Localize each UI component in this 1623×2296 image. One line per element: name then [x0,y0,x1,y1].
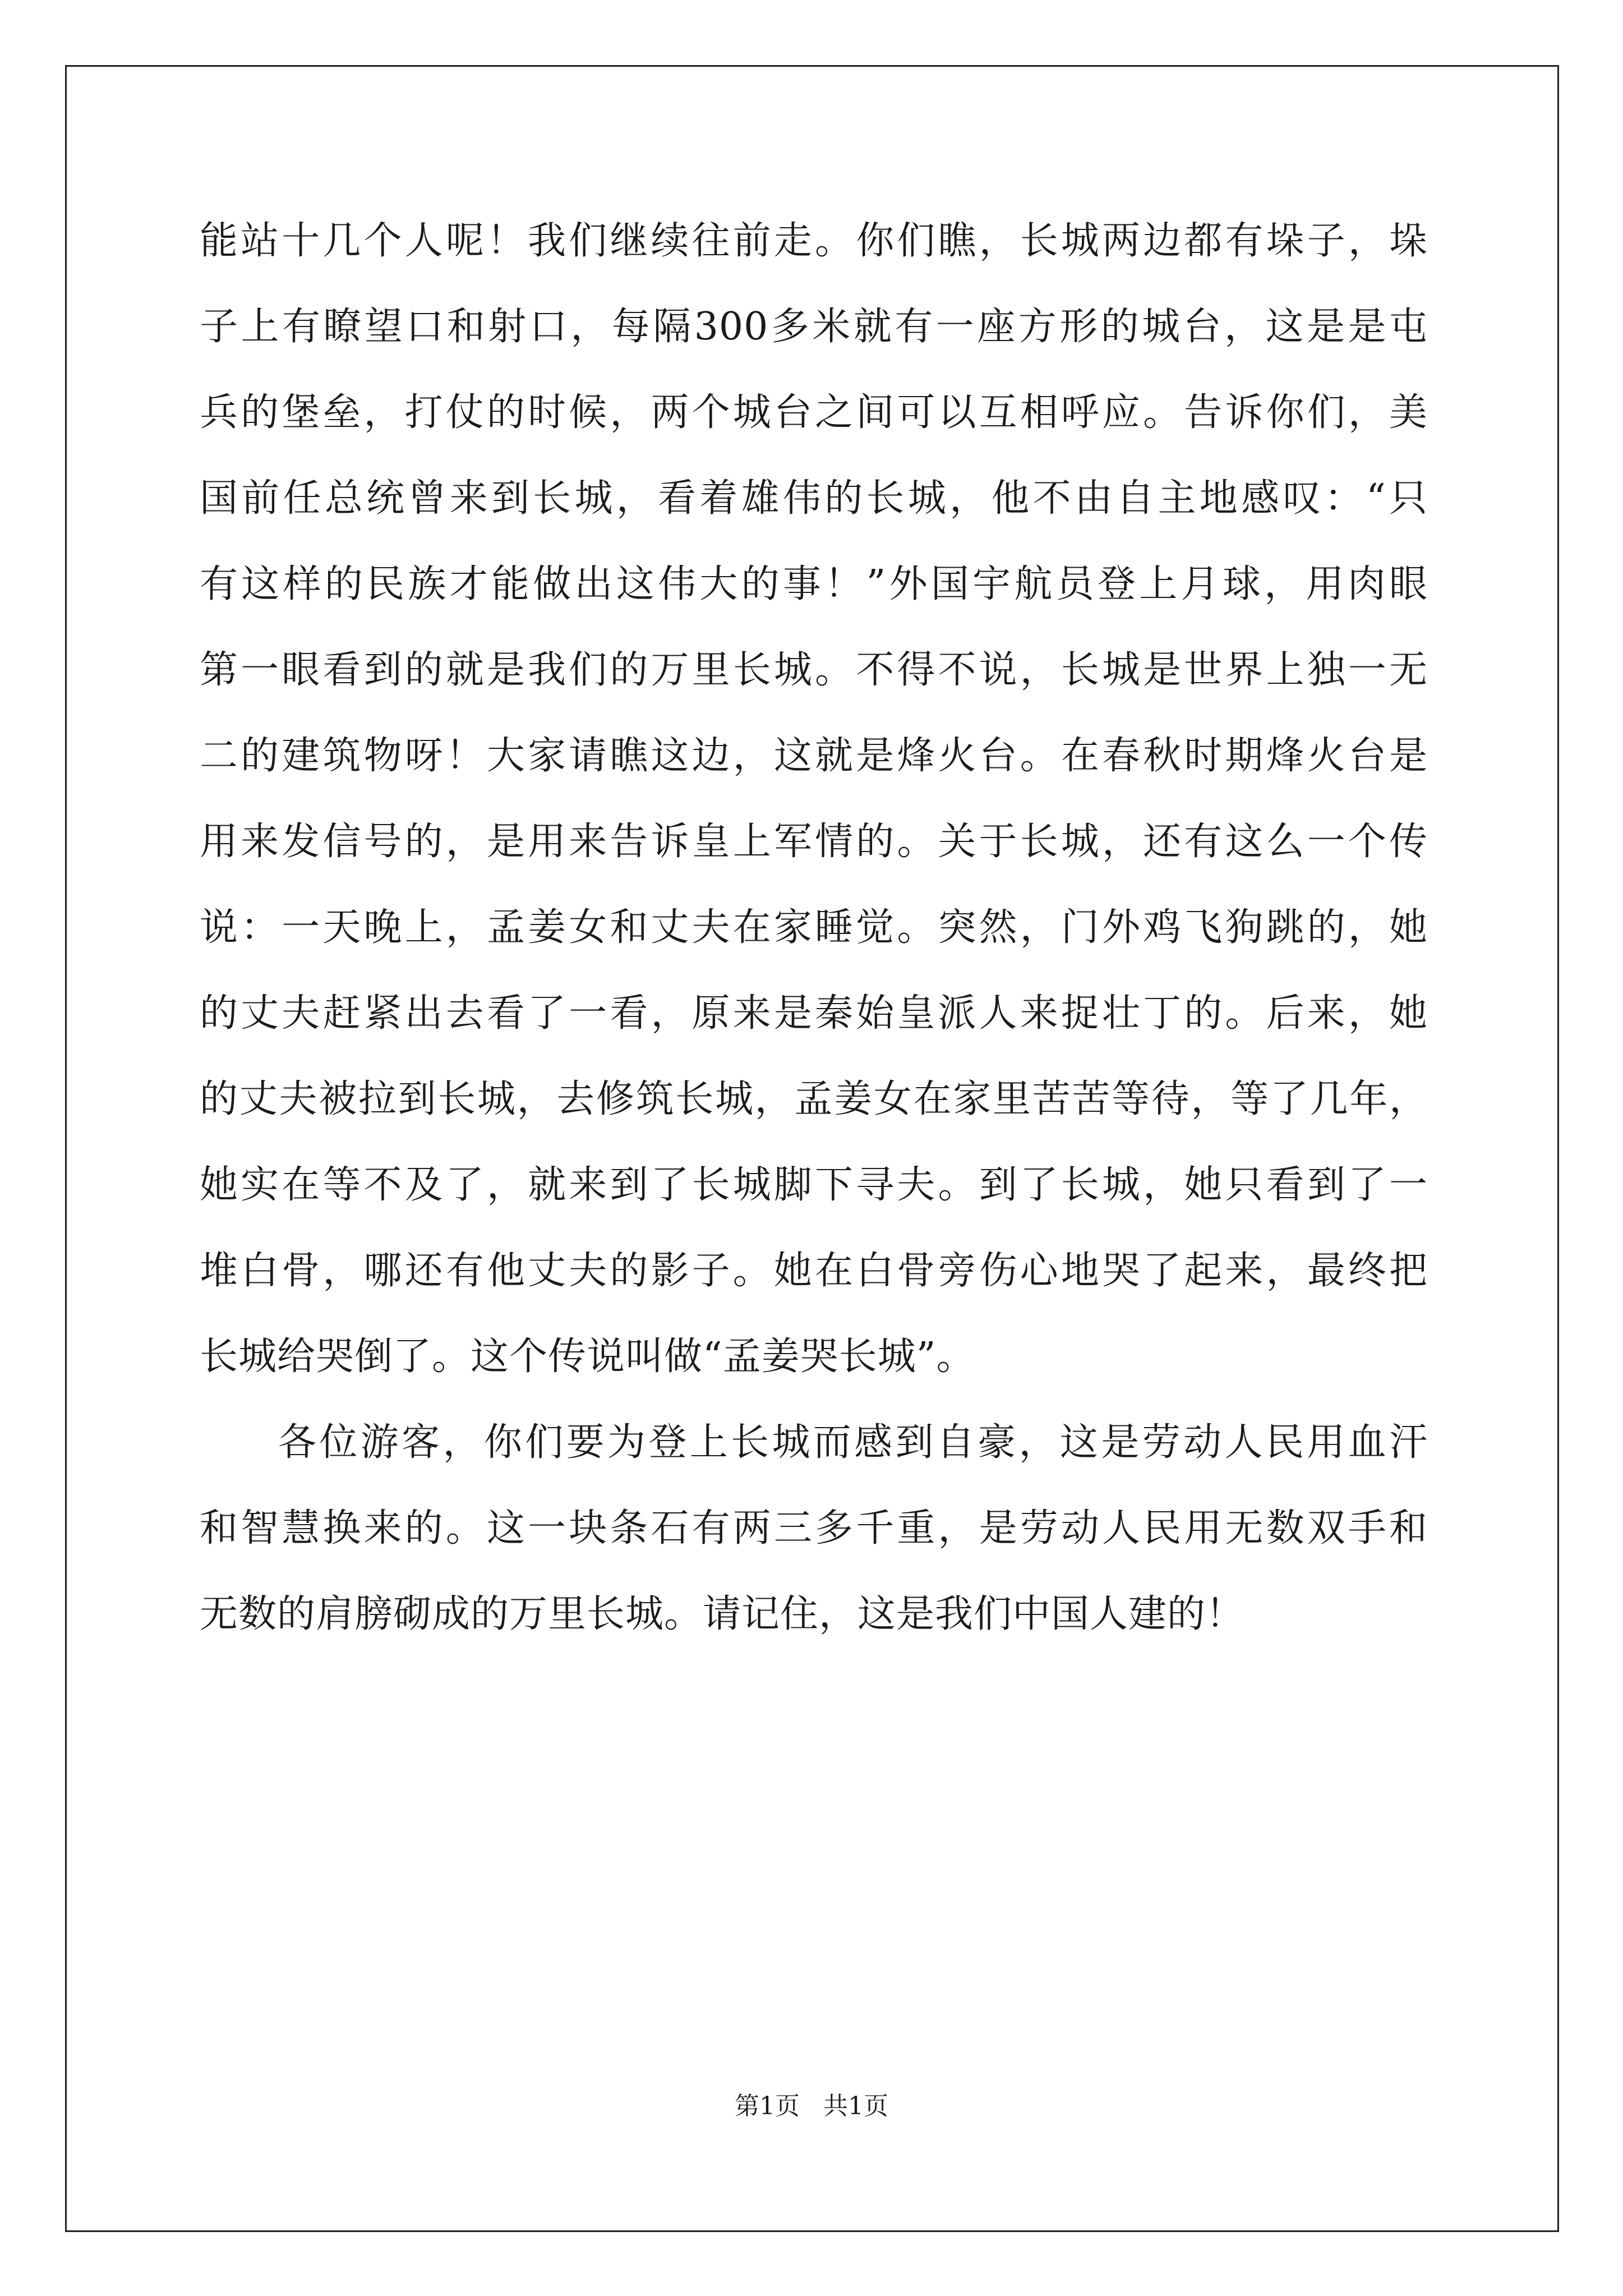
document-body [200,210,1428,1669]
text-line: 有这样的民族才能做出这伟大的事！”外国宇航员登上月球，用肉眼 [200,562,1428,606]
text-line: 的丈夫被拉到长城，去修筑长城，孟姜女在家里苦苦等待，等了几年， [200,1077,1428,1121]
text-line: 第一眼看到的就是我们的万里长城。不得不说，长城是世界上独一无 [200,648,1428,692]
text-line: 的丈夫赶紧出去看了一看，原来是秦始皇派人来捉壮丁的。后来，她 [200,991,1428,1036]
paragraph-1 [200,210,1428,1412]
text-line: 她实在等不及了，就来到了长城脚下寻夫。到了长城，她只看到了一 [200,1163,1428,1207]
text-line: 国前任总统曾来到长城，看着雄伟的长城，他不由自主地感叹：“只 [200,476,1428,521]
text-line: 长城给哭倒了。这个传说叫做“孟姜哭长城”。 [200,1335,975,1379]
text-line: 堆白骨，哪还有他丈夫的影子。她在白骨旁伤心地哭了起来，最终把 [200,1249,1428,1293]
text-line: 二的建筑物呀！大家请瞧这边，这就是烽火台。在春秋时期烽火台是 [200,734,1428,778]
paragraph-2 [200,1412,1428,1669]
text-line: 各位游客，你们要为登上长城而感到自豪，这是劳动人民用血汗 [278,1420,1428,1465]
text-line: 无数的肩膀砌成的万里长城。请记住，这是我们中国人建的！ [200,1592,1245,1636]
text-line: 说：一天晚上，孟姜女和丈夫在家睡觉。突然，门外鸡飞狗跳的，她 [200,905,1428,950]
page-footer: 第1页 共1页 [735,2092,888,2120]
text-line: 用来发信号的，是用来告诉皇上军情的。关于长城，还有这么一个传 [200,820,1428,864]
text-line: 能站十几个人呢！我们继续往前走。你们瞧，长城两边都有垛子，垛 [200,219,1428,263]
text-line: 兵的堡垒，打仗的时候，两个城台之间可以互相呼应。告诉你们，美 [200,390,1428,435]
text-line: 子上有瞭望口和射口，每隔300多米就有一座方形的城台，这是是屯 [200,305,1428,349]
text-line: 和智慧换来的。这一块条石有两三多千重，是劳动人民用无数双手和 [200,1506,1428,1550]
